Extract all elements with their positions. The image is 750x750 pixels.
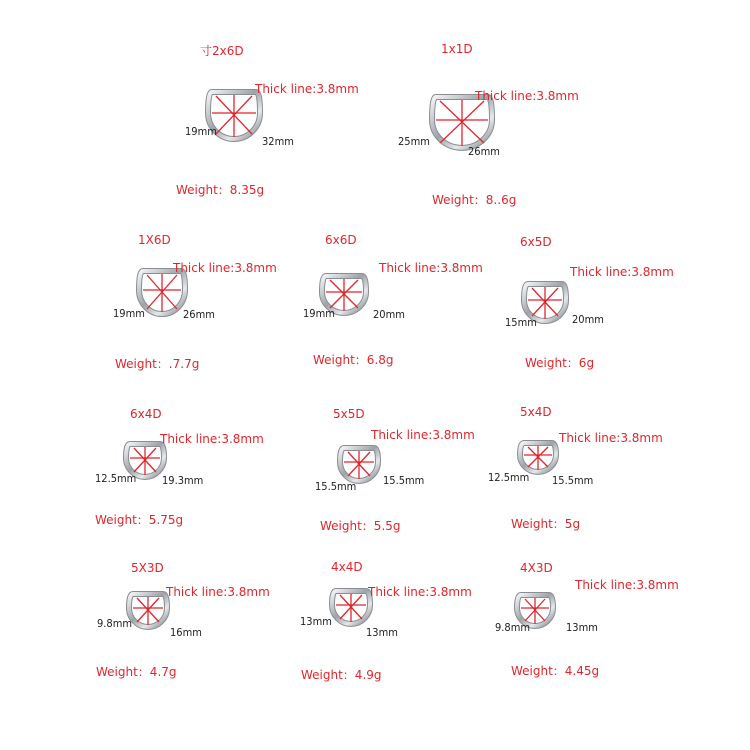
dimension-b-label: 16mm bbox=[170, 626, 202, 639]
dimension-b-label: 26mm bbox=[183, 308, 215, 321]
d-ring-image bbox=[336, 438, 382, 486]
dimension-b-label: 32mm bbox=[262, 135, 294, 148]
weight-label: Weight：8..6g bbox=[432, 193, 517, 207]
weight-label: Weight：6g bbox=[525, 356, 595, 370]
weight-label: Weight：5.75g bbox=[95, 513, 184, 527]
size-label: 6x4D bbox=[130, 407, 162, 421]
size-label: 4X3D bbox=[520, 561, 553, 575]
dimension-b-label: 20mm bbox=[572, 313, 604, 326]
weight-label: Weight：4.45g bbox=[511, 664, 600, 678]
dimension-b-label: 26mm bbox=[468, 145, 500, 158]
size-label: 1x1D bbox=[441, 42, 473, 56]
thick-line-label: Thick line:3.8mm bbox=[368, 585, 472, 599]
dimension-b-label: 19.3mm bbox=[162, 474, 204, 487]
thick-line-label: Thick line:3.8mm bbox=[559, 431, 663, 445]
weight-label: Weight：.7.7g bbox=[115, 357, 200, 371]
size-label: 1X6D bbox=[138, 233, 171, 247]
dimension-a-label: 9.8mm bbox=[495, 621, 531, 634]
dimension-a-label: 25mm bbox=[398, 135, 430, 148]
weight-label: Weight：4.7g bbox=[96, 665, 177, 679]
dimension-a-label: 15.5mm bbox=[315, 480, 357, 493]
size-label: 寸2x6D bbox=[200, 44, 244, 58]
thick-line-label: Thick line:3.8mm bbox=[379, 261, 483, 275]
weight-label: Weight：5g bbox=[511, 517, 581, 531]
dimension-b-label: 15.5mm bbox=[383, 474, 425, 487]
dimension-a-label: 15mm bbox=[505, 316, 537, 329]
thick-line-label: Thick line:3.8mm bbox=[160, 432, 264, 446]
dimension-a-label: 19mm bbox=[113, 307, 145, 320]
dimension-b-label: 13mm bbox=[566, 621, 598, 634]
size-label: 6x6D bbox=[325, 233, 357, 247]
weight-label: Weight：5.5g bbox=[320, 519, 401, 533]
thick-line-label: Thick line:3.8mm bbox=[371, 428, 475, 442]
thick-line-label: Thick line:3.8mm bbox=[166, 585, 270, 599]
dimension-b-label: 15.5mm bbox=[552, 474, 594, 487]
thick-line-label: Thick line:3.8mm bbox=[255, 82, 359, 96]
dimension-a-label: 9.8mm bbox=[97, 617, 133, 630]
size-label: 4x4D bbox=[331, 560, 363, 574]
thick-line-label: Thick line:3.8mm bbox=[575, 578, 679, 592]
size-label: 5x4D bbox=[520, 405, 552, 419]
dimension-b-label: 13mm bbox=[366, 626, 398, 639]
size-label: 5x5D bbox=[333, 407, 365, 421]
dimension-a-label: 13mm bbox=[300, 615, 332, 628]
thick-line-label: Thick line:3.8mm bbox=[173, 261, 277, 275]
size-label: 6x5D bbox=[520, 235, 552, 249]
size-label: 5X3D bbox=[131, 561, 164, 575]
weight-label: Weight：8.35g bbox=[176, 183, 265, 197]
dimension-a-label: 12.5mm bbox=[95, 472, 137, 485]
thick-line-label: Thick line:3.8mm bbox=[570, 265, 674, 279]
dimension-a-label: 19mm bbox=[185, 125, 217, 138]
weight-label: Weight：6.8g bbox=[313, 353, 394, 367]
dimension-a-label: 19mm bbox=[303, 307, 335, 320]
thick-line-label: Thick line:3.8mm bbox=[475, 89, 579, 103]
dimension-a-label: 12.5mm bbox=[488, 471, 530, 484]
weight-label: Weight：4.9g bbox=[301, 668, 382, 682]
dimension-b-label: 20mm bbox=[373, 308, 405, 321]
